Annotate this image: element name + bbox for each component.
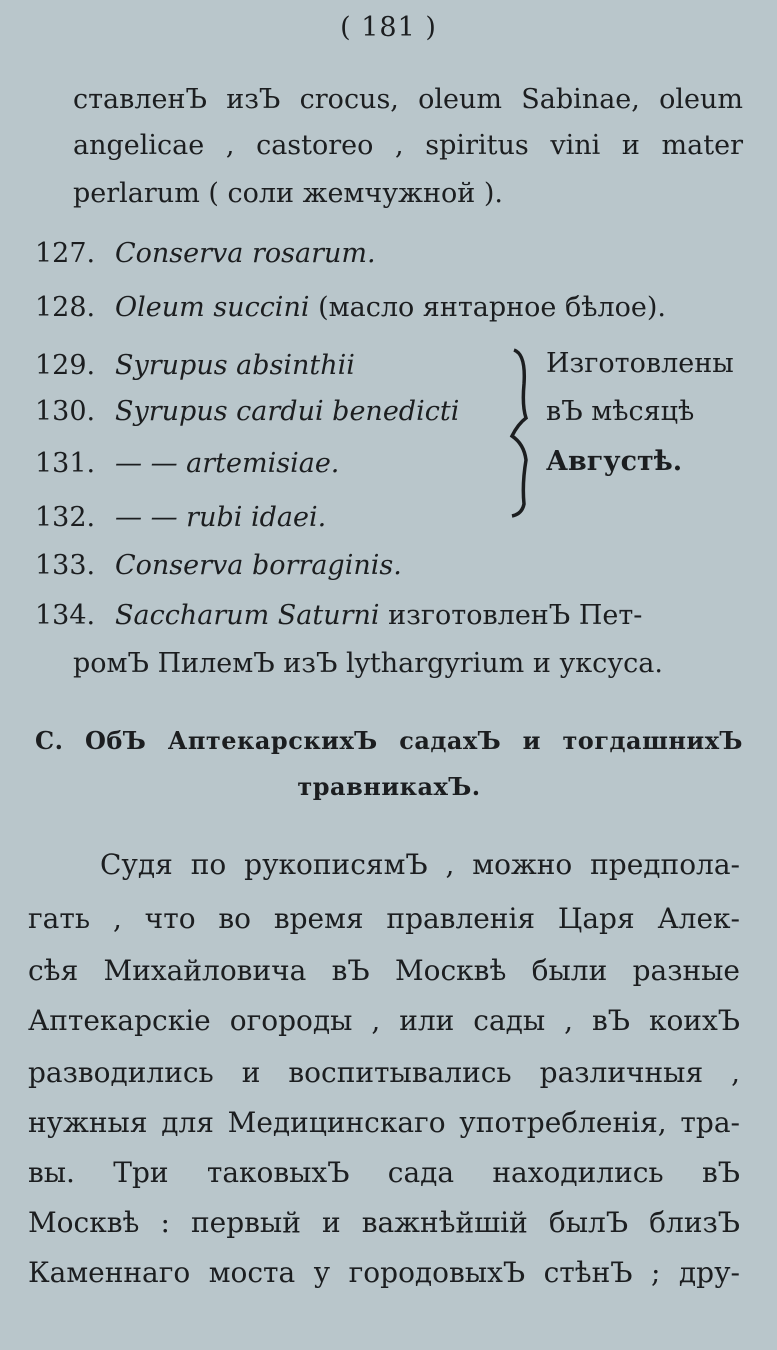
section-heading: С. ОбЪ АптекарскихЪ садахЪ и тогдашнихЪ <box>35 726 743 755</box>
paragraph-line: гать , что во время правленія Царя Алек- <box>28 902 740 935</box>
list-item <box>35 348 355 384</box>
list-item <box>35 394 459 430</box>
entry-latin: Conserva borraginis. <box>115 550 402 581</box>
entry-latin: Conserva rosarum. <box>115 238 376 269</box>
list-item <box>35 290 666 326</box>
entry-number: 128. <box>35 292 96 323</box>
text-line: ромЪ ПилемЪ изЪ lythargyrium и уксуса. <box>73 648 663 679</box>
paragraph-line: Каменнаго моста у городовыхЪ стѣнЪ ; дру- <box>28 1256 740 1289</box>
list-item <box>35 598 642 634</box>
bracket-note-line: Августѣ. <box>546 446 683 477</box>
entry-latin: Syrupus absinthii <box>115 350 355 381</box>
bracket-note-line: Изготовлены <box>546 348 734 379</box>
entry-latin: — — artemisiae. <box>115 448 340 479</box>
list-item <box>35 500 326 536</box>
entry-latin: — — rubi idaei. <box>115 502 327 533</box>
paragraph-line: Москвѣ : первый и важнѣйшій былЪ близЪ <box>28 1206 740 1239</box>
entry-number: 127. <box>35 238 96 269</box>
bracket-note-line: вЪ мѣсяцѣ <box>546 396 695 427</box>
list-item <box>35 446 339 482</box>
paragraph-line: разводились и воспитывались различныя , <box>28 1056 740 1089</box>
entry-latin: Oleum succini <box>115 292 310 323</box>
page-number: ( 181 ) <box>340 12 437 43</box>
entry-tail: изготовленЪ Пет- <box>379 600 643 631</box>
paragraph-line: Аптекарскіе огороды , или сады , вЪ коихЪ <box>28 1004 740 1037</box>
entry-tail: (масло янтарное бѣлое). <box>309 292 667 323</box>
entry-number: 131. <box>35 448 96 479</box>
entry-number: 134. <box>35 600 96 631</box>
paragraph-line: сѣя Михайловича вЪ Москвѣ были разные <box>28 954 740 987</box>
entry-number: 129. <box>35 350 96 381</box>
entry-number: 132. <box>35 502 96 533</box>
entry-number: 133. <box>35 550 96 581</box>
entry-latin: Saccharum Saturni <box>115 600 380 631</box>
paragraph-line: Судя по рукописямЪ , можно предпола- <box>100 848 740 881</box>
paragraph-line: вы. Три таковыхЪ сада находились вЪ <box>28 1156 740 1189</box>
entry-latin: Syrupus cardui benedicti <box>115 396 460 427</box>
list-item <box>35 548 402 584</box>
section-heading-cont: травникахЪ. <box>297 772 481 801</box>
curly-brace-icon <box>500 344 540 520</box>
text-line: angelicae , castoreo , spiritus vini и mater <box>73 130 743 161</box>
list-item <box>35 236 376 272</box>
entry-number: 130. <box>35 396 96 427</box>
paragraph-line: нужныя для Медицинскаго употребленія, тра- <box>28 1106 740 1139</box>
text-line: perlarum ( соли жемчужной ). <box>73 178 503 209</box>
text-line: ставленЪ изЪ crocus, oleum Sabinae, oleum <box>73 84 743 115</box>
